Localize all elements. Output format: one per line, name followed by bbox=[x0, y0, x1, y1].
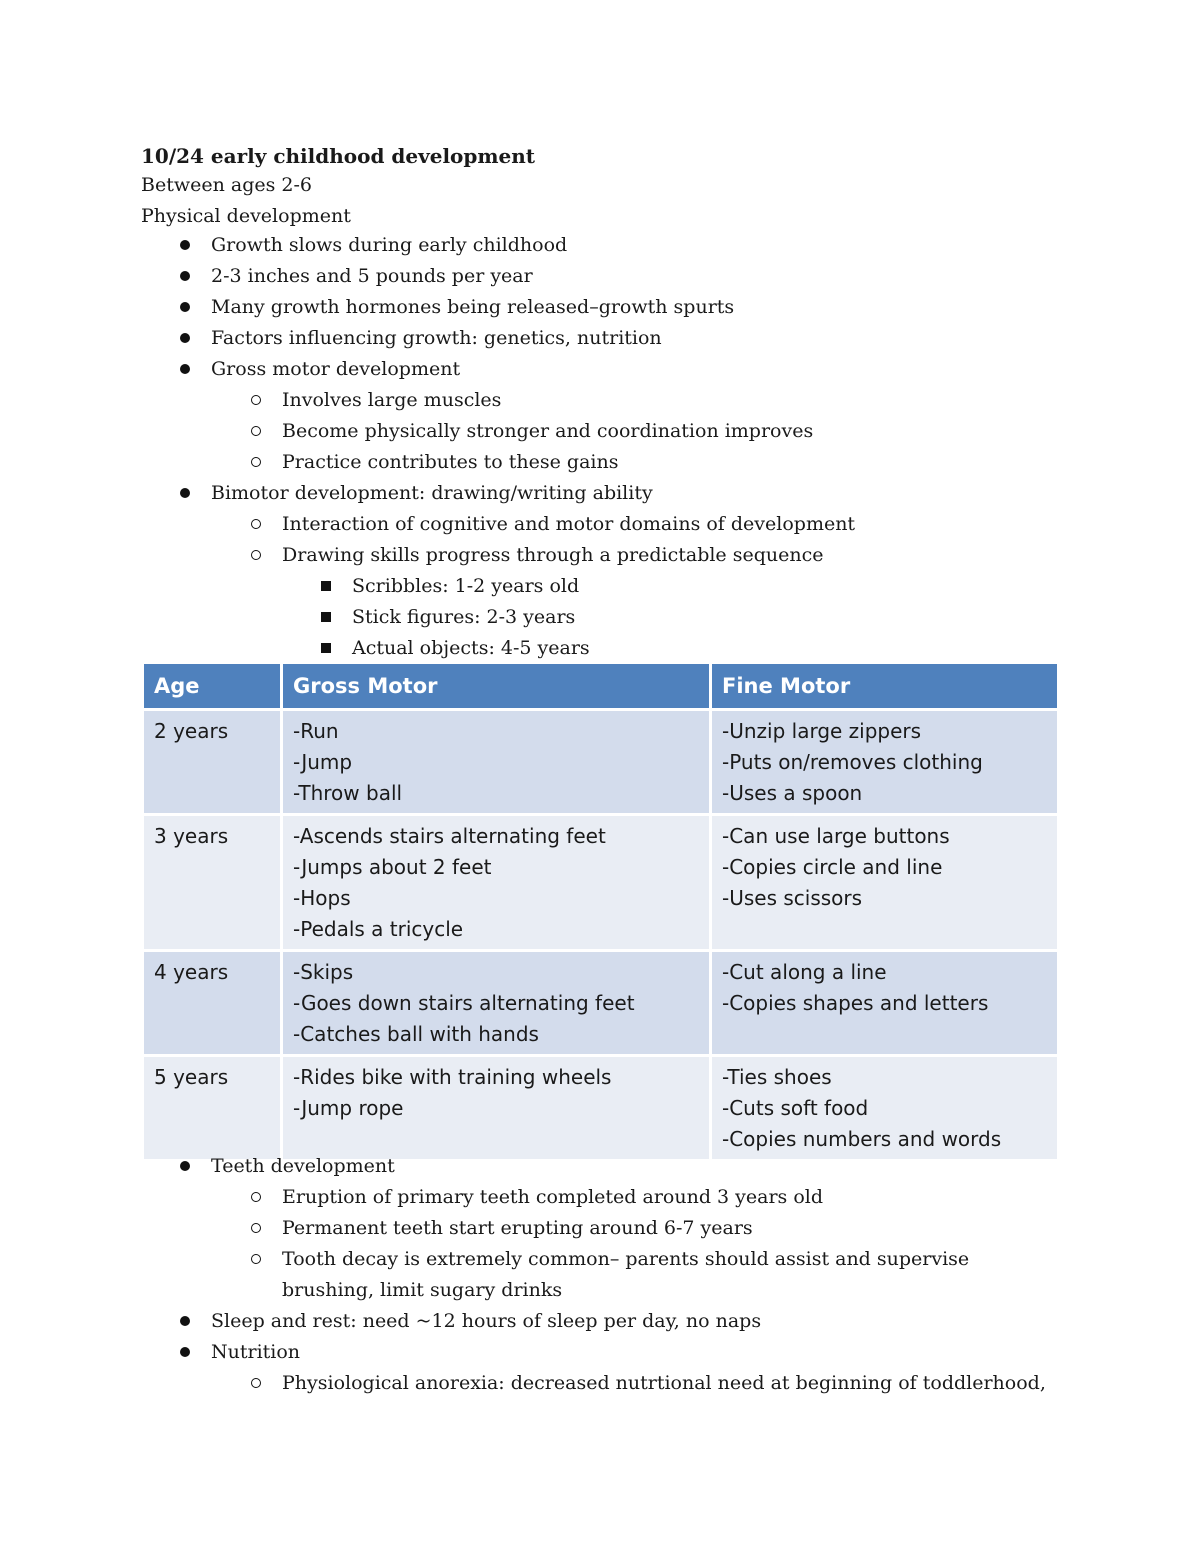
list-item bbox=[141, 416, 1060, 447]
bullet-dot-icon bbox=[175, 323, 195, 354]
table-row bbox=[144, 951, 1057, 1056]
list-item bbox=[141, 1337, 1060, 1368]
bullet-dot-icon bbox=[175, 1306, 195, 1337]
cell-line: -Uses scissors bbox=[722, 886, 863, 910]
list-item bbox=[141, 1306, 1060, 1337]
cell-line: 3 years bbox=[154, 824, 229, 848]
list-item bbox=[141, 1368, 1060, 1399]
notes-header bbox=[141, 142, 1060, 232]
cell-fine-motor bbox=[711, 951, 1058, 1056]
bullet-circle-icon bbox=[246, 509, 266, 540]
list-item-text: Sleep and rest: need ~12 hours of sleep per day, no naps bbox=[211, 1310, 762, 1332]
bullet-circle-icon bbox=[246, 540, 266, 571]
cell-line: -Puts on/removes clothing bbox=[722, 750, 983, 774]
table-row bbox=[144, 710, 1057, 815]
cell-line: 2 years bbox=[154, 719, 229, 743]
cell-age bbox=[144, 951, 282, 1056]
list-item bbox=[141, 230, 1060, 261]
bullet-list-top bbox=[141, 230, 1060, 664]
cell-line: -Throw ball bbox=[293, 781, 403, 805]
bullet-circle-icon bbox=[246, 1368, 266, 1399]
cell-line: -Unzip large zippers bbox=[722, 719, 922, 743]
list-item-text: Actual objects: 4-5 years bbox=[352, 637, 590, 659]
list-item bbox=[141, 540, 1060, 571]
list-item-text: Bimotor development: drawing/writing ability bbox=[211, 482, 653, 504]
cell-line: -Skips bbox=[293, 960, 354, 984]
list-item-text: Gross motor development bbox=[211, 358, 461, 380]
table-header-row bbox=[144, 664, 1057, 710]
header-fine-motor: Fine Motor bbox=[711, 664, 1058, 710]
cell-line: -Pedals a tricycle bbox=[293, 917, 464, 941]
list-item-text: Factors influencing growth: genetics, nutrition bbox=[211, 327, 662, 349]
cell-line: -Copies numbers and words bbox=[722, 1127, 1002, 1151]
cell-gross-motor bbox=[282, 951, 711, 1056]
bullet-dot-icon bbox=[175, 261, 195, 292]
list-item-text: Growth slows during early childhood bbox=[211, 234, 568, 256]
list-item bbox=[141, 323, 1060, 354]
cell-line: -Goes down stairs alternating feet bbox=[293, 991, 635, 1015]
list-item bbox=[141, 571, 1060, 602]
cell-line: -Run bbox=[293, 719, 339, 743]
cell-line: -Rides bike with training wheels bbox=[293, 1065, 612, 1089]
intro-line: Between ages 2-6 bbox=[141, 174, 312, 196]
list-item bbox=[141, 447, 1060, 478]
list-item-text: Practice contributes to these gains bbox=[282, 451, 619, 473]
list-item-text: Permanent teeth start erupting around 6-7 years bbox=[282, 1217, 753, 1239]
cell-line: -Copies circle and line bbox=[722, 855, 943, 879]
header-age: Age bbox=[144, 664, 282, 710]
cell-gross-motor bbox=[282, 815, 711, 951]
cell-line: -Uses a spoon bbox=[722, 781, 863, 805]
bullet-circle-icon bbox=[246, 416, 266, 447]
bullet-dot-icon bbox=[175, 354, 195, 385]
cell-fine-motor bbox=[711, 1056, 1058, 1160]
cell-line: -Hops bbox=[293, 886, 351, 910]
bullet-circle-icon bbox=[246, 385, 266, 416]
bullet-circle-icon bbox=[246, 1213, 266, 1244]
list-item bbox=[141, 602, 1060, 633]
list-item bbox=[141, 354, 1060, 385]
cell-age bbox=[144, 815, 282, 951]
cell-line: -Jumps about 2 feet bbox=[293, 855, 492, 879]
cell-line: 4 years bbox=[154, 960, 229, 984]
header-gross-motor: Gross Motor bbox=[282, 664, 711, 710]
cell-age bbox=[144, 1056, 282, 1160]
bullet-dot-icon bbox=[175, 1337, 195, 1368]
bullet-square-icon bbox=[316, 633, 336, 664]
bullet-dot-icon bbox=[175, 292, 195, 323]
list-item bbox=[141, 385, 1060, 416]
bullet-square-icon bbox=[316, 571, 336, 602]
table-row bbox=[144, 815, 1057, 951]
bullet-circle-icon bbox=[246, 1182, 266, 1213]
bullet-dot-icon bbox=[175, 230, 195, 261]
bullet-circle-icon bbox=[246, 447, 266, 478]
list-item bbox=[141, 1213, 1060, 1244]
cell-line: -Ties shoes bbox=[722, 1065, 832, 1089]
cell-line: -Copies shapes and letters bbox=[722, 991, 989, 1015]
cell-line: -Can use large buttons bbox=[722, 824, 950, 848]
cell-gross-motor bbox=[282, 710, 711, 815]
list-item bbox=[141, 1244, 1060, 1306]
table-row bbox=[144, 1056, 1057, 1160]
cell-age bbox=[144, 710, 282, 815]
bullet-dot-icon bbox=[175, 1151, 195, 1182]
list-item-text: Eruption of primary teeth completed around 3 years old bbox=[282, 1186, 824, 1208]
list-item bbox=[141, 633, 1060, 664]
list-item-text: Interaction of cognitive and motor domains of development bbox=[282, 513, 856, 535]
list-item bbox=[141, 1182, 1060, 1213]
cell-line: -Jump bbox=[293, 750, 353, 774]
list-item-text: Tooth decay is extremely common– parents should assist and supervise brushing, limit sugary drinks bbox=[282, 1248, 970, 1301]
list-item bbox=[141, 292, 1060, 323]
list-item-text: Nutrition bbox=[211, 1341, 301, 1363]
cell-line: -Ascends stairs alternating feet bbox=[293, 824, 606, 848]
list-item-text: Scribbles: 1-2 years old bbox=[352, 575, 580, 597]
list-item bbox=[141, 1151, 1060, 1182]
list-item bbox=[141, 261, 1060, 292]
list-item-text: Drawing skills progress through a predictable sequence bbox=[282, 544, 824, 566]
cell-fine-motor bbox=[711, 815, 1058, 951]
list-item bbox=[141, 509, 1060, 540]
intro-line: Physical development bbox=[141, 205, 351, 227]
list-item-text: Many growth hormones being released–growth spurts bbox=[211, 296, 735, 318]
cell-gross-motor bbox=[282, 1056, 711, 1160]
bullet-circle-icon bbox=[246, 1244, 266, 1275]
cell-line: -Catches ball with hands bbox=[293, 1022, 539, 1046]
list-item-text: Involves large muscles bbox=[282, 389, 502, 411]
cell-line: -Jump rope bbox=[293, 1096, 404, 1120]
bullet-list-bottom bbox=[141, 1151, 1060, 1399]
list-item-text: Physiological anorexia: decreased nutrtional need at beginning of toddlerhood, bbox=[282, 1372, 1046, 1394]
motor-development-table bbox=[144, 664, 1057, 1159]
bullet-square-icon bbox=[316, 602, 336, 633]
list-item-text: Stick figures: 2-3 years bbox=[352, 606, 576, 628]
list-item-text: Teeth development bbox=[211, 1155, 395, 1177]
list-item-text: Become physically stronger and coordination improves bbox=[282, 420, 814, 442]
list-item-text: 2-3 inches and 5 pounds per year bbox=[211, 265, 533, 287]
cell-line: 5 years bbox=[154, 1065, 229, 1089]
cell-fine-motor bbox=[711, 710, 1058, 815]
bullet-dot-icon bbox=[175, 478, 195, 509]
cell-line: -Cut along a line bbox=[722, 960, 887, 984]
list-item bbox=[141, 478, 1060, 509]
cell-line: -Cuts soft food bbox=[722, 1096, 869, 1120]
document-title: 10/24 early childhood development bbox=[141, 144, 536, 168]
